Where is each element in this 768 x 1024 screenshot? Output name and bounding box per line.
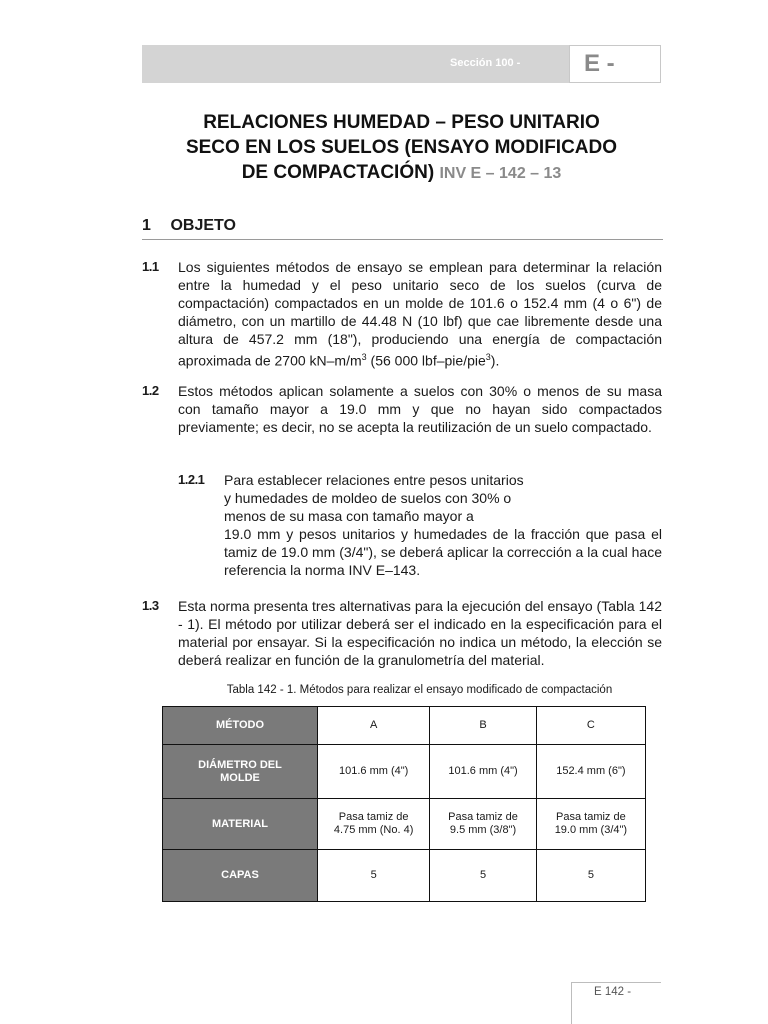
paragraph-1-1 [142, 258, 662, 370]
header-code-box [569, 45, 661, 83]
paragraph-text [178, 258, 662, 370]
table-cell: Pasa tamiz de 4.75 mm (No. 4) [318, 799, 430, 849]
row-header: MATERIAL [163, 799, 318, 849]
table-cell: 5 [430, 849, 536, 901]
section-heading-objeto [142, 217, 663, 240]
paragraph-text-part: Para establecer relaciones entre pesos unitarios y humedades de moldeo de suelos con 30% o menos de su masa con tamaño mayor a [224, 472, 524, 524]
paragraph-text: Esta norma presenta tres alternativas para la ejecución del ensayo (Tabla 142 - 1). El método por utilizar deberá ser el indicado en la especificación para el material por ensayar. Si la especificación no indica un método, la elección se deberá realizar en función de la granulometría del material. [178, 598, 662, 668]
table-row [163, 745, 646, 799]
page-number: E 142 - [594, 986, 632, 998]
methods-table [162, 706, 646, 902]
table-cell: 101.6 mm (4") [430, 745, 536, 799]
title-line-2: SECO EN LOS SUELOS (ENSAYO MODIFICADO [185, 137, 618, 158]
paragraph-number: 1.2 [142, 383, 159, 398]
header-section-label: Sección 100 - [450, 57, 521, 69]
paragraph-number: 1.2.1 [178, 472, 205, 487]
table-cell: 5 [318, 849, 430, 901]
title-line-1: RELACIONES HUMEDAD – PESO UNITARIO [203, 112, 600, 133]
table-cell: Pasa tamiz de 19.0 mm (3/4") [536, 799, 645, 849]
table-row [163, 849, 646, 901]
paragraph-number: 1.1 [142, 259, 159, 274]
row-header: CAPAS [163, 849, 318, 901]
row-header: MÉTODO [163, 707, 318, 745]
section-title: OBJETO [170, 217, 236, 234]
table-cell: 152.4 mm (6") [536, 745, 645, 799]
paragraph-text-part: 19.0 mm y pesos unitarios y humedades de la fracción que pasa el tamiz de 19.0 mm (3/4"), se deberá aplicar la corrección a la cual hace referencia la norma INV E–143. [224, 526, 662, 578]
table-cell: A [318, 707, 430, 745]
paragraph-text-part: ). [490, 352, 500, 369]
table-cell: B [430, 707, 536, 745]
document-title [142, 110, 661, 186]
paragraph-text-part: (56 000 lbf–pie/pie [366, 352, 486, 369]
norm-code: INV E – 142 – 13 [439, 165, 562, 182]
paragraph-1-2 [142, 382, 662, 436]
paragraph-text: Estos métodos aplican solamente a suelos con 30% o menos de su masa con tamaño mayor a 19.0 mm y que no hayan sido compactados previamente; es decir, no se acepta la reutilización de un suelo compactado. [178, 383, 662, 435]
page-header [142, 45, 661, 83]
table-row [163, 707, 646, 745]
paragraph-text [224, 471, 662, 579]
paragraph-1-3 [142, 597, 662, 669]
table-cell: 5 [536, 849, 645, 901]
page-footer [571, 982, 661, 1024]
table-cell: 101.6 mm (4") [318, 745, 430, 799]
table-row [163, 799, 646, 849]
section-number: 1 [142, 217, 151, 234]
title-line-3-text: DE COMPACTACIÓN) [241, 162, 435, 183]
superscript: 3 [485, 352, 491, 362]
header-code: E - [584, 50, 615, 77]
table-cell: Pasa tamiz de 9.5 mm (3/8") [430, 799, 536, 849]
table-cell: C [536, 707, 645, 745]
paragraph-number: 1.3 [142, 598, 159, 613]
row-header: DIÁMETRO DEL MOLDE [163, 745, 318, 799]
superscript: 3 [361, 352, 367, 362]
paragraph-text-part: Los siguientes métodos de ensayo se emplean para determinar la relación entre la humedad y el peso unitario seco de los suelos (curva de compactación) compactados en un molde de 101.6 o 152.4 mm (4 o 6") de diámetro, con un martillo de 44.48 N (10 lbf) que cae libremente desde una altura de 457.2 mm (18"), produciendo una energía de compactación aproximada de 2700 kN–m/m [178, 259, 662, 369]
title-line-3 [142, 160, 661, 186]
table-caption: Tabla 142 - 1. Métodos para realizar el ensayo modificado de compactación [226, 684, 613, 696]
paragraph-1-2-1 [142, 471, 662, 579]
